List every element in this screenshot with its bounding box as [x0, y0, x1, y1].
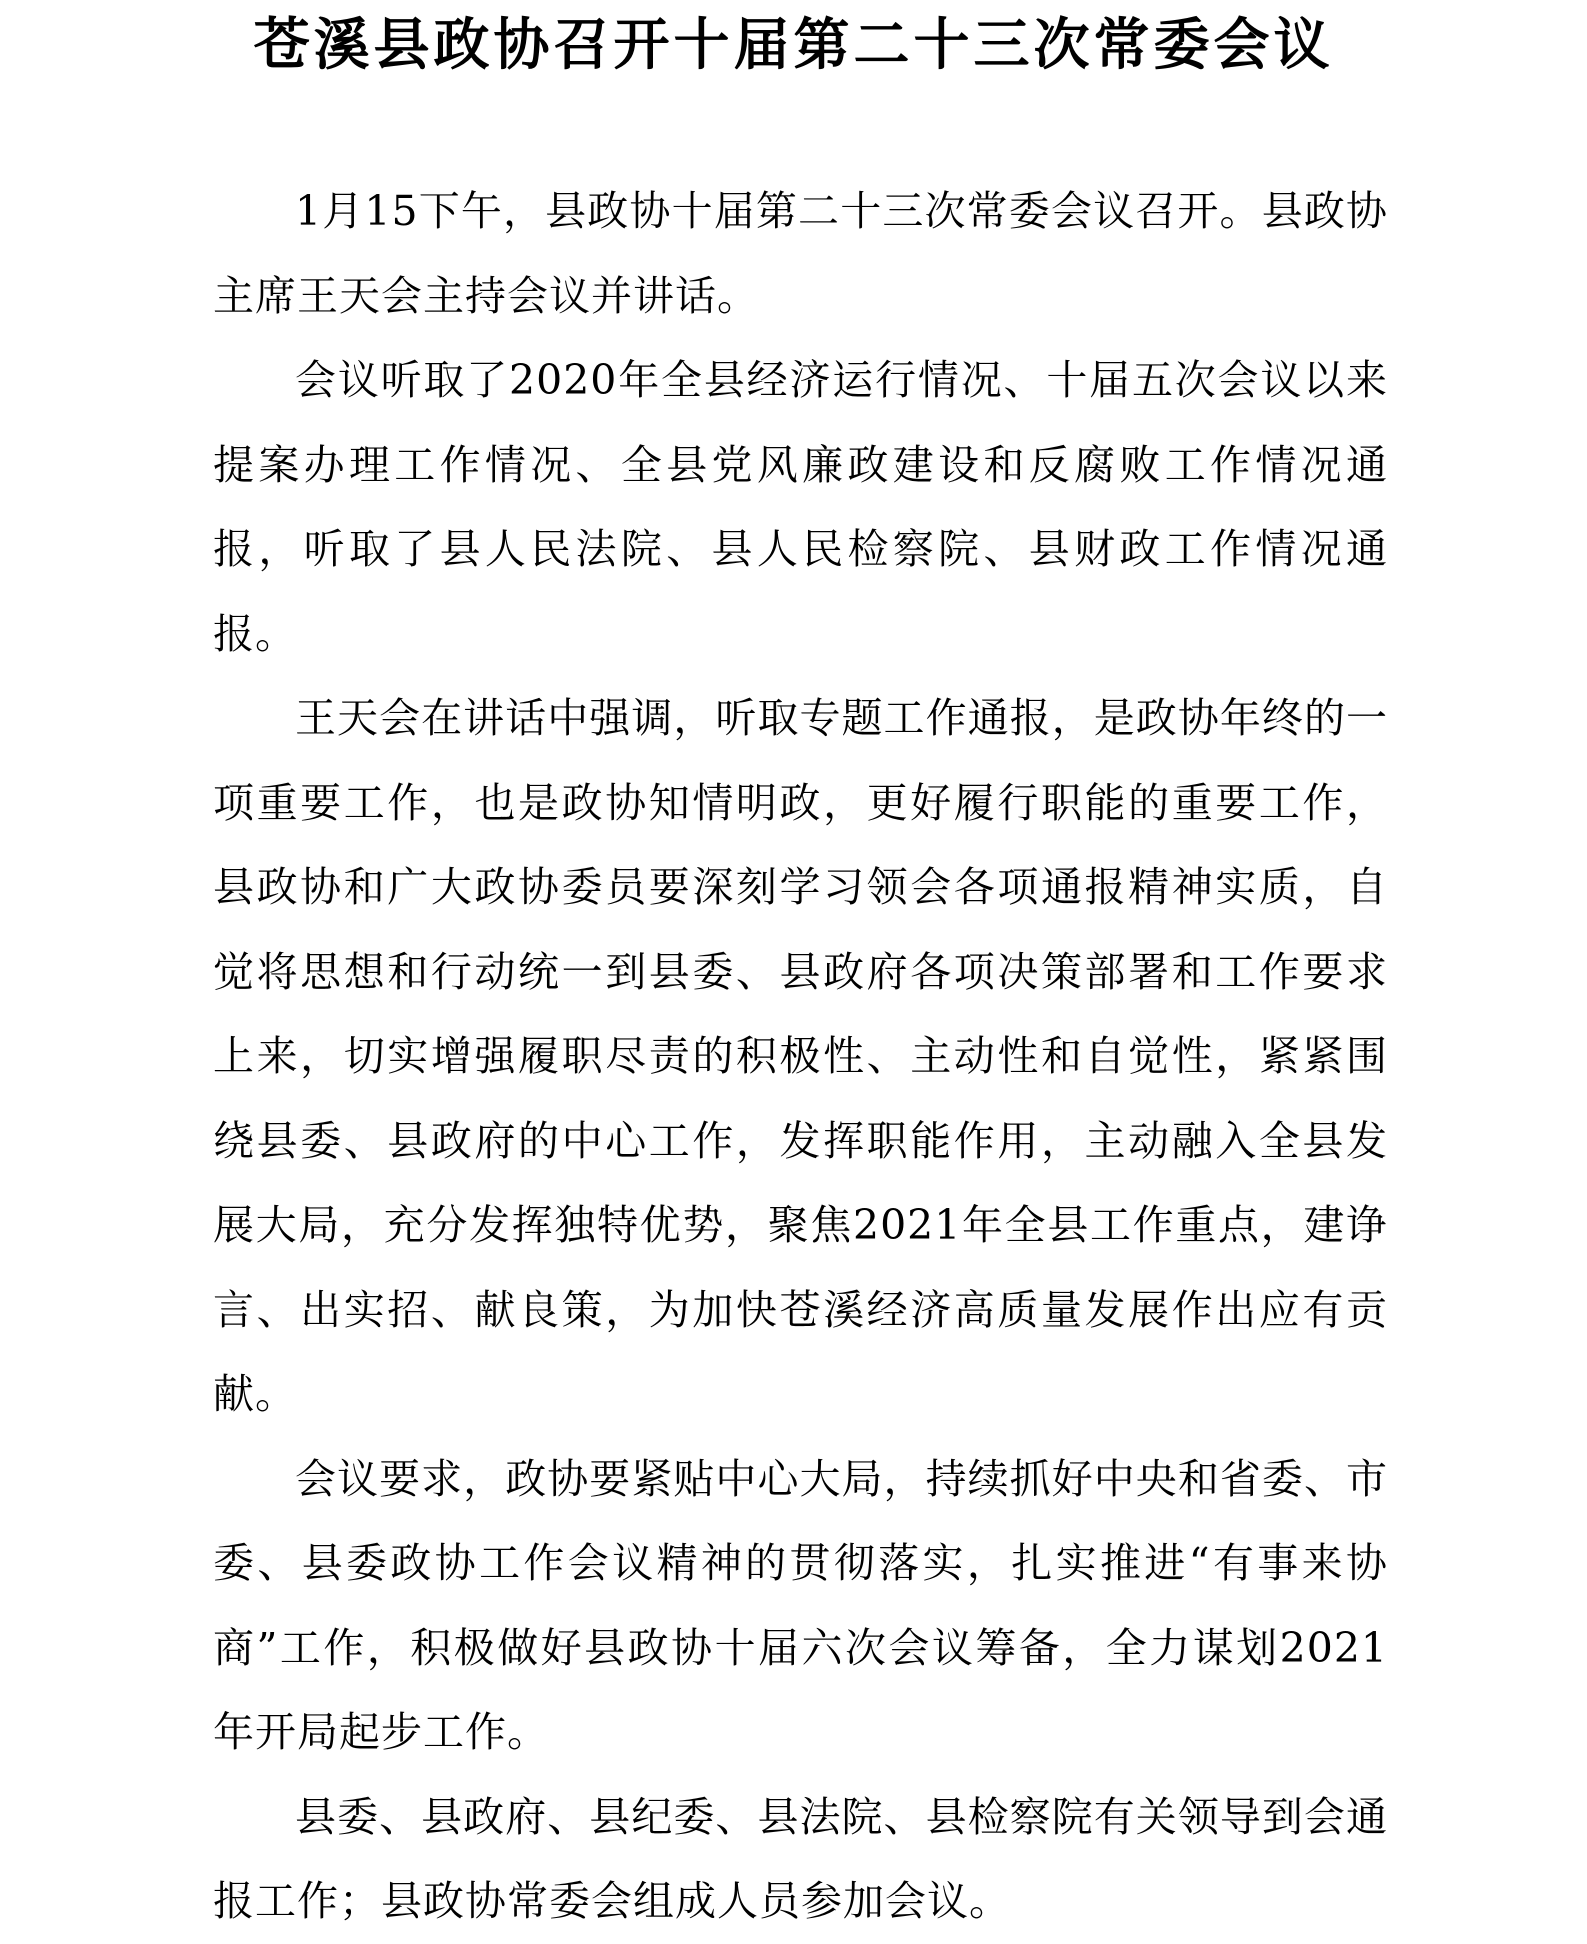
paragraph-5: 县委、县政府、县纪委、县法院、县检察院有关领导到会通报工作；县政协常委会组成人员参加会议。: [213, 1792, 1388, 1925]
page-title: 苍溪县政协召开十届第二十三次常委会议: [253, 13, 1334, 78]
article-body: [213, 169, 1388, 1944]
paragraph-2: 会议听取了2020年全县经济运行情况、十届五次会议以来提案办理工作情况、全县党风廉政建设和反腐败工作情况通报，听取了县人民法院、县人民检察院、县财政工作情况通报。: [213, 356, 1388, 658]
paragraph-4: 会议要求，政协要紧贴中心大局，持续抓好中央和省委、市委、县委政协工作会议精神的贯彻落实，扎实推进“有事来协商”工作，积极做好县政协十届六次会议筹备，全力谋划2021年开局起步工作。: [213, 1454, 1388, 1756]
paragraph-3: 王天会在讲话中强调，听取专题工作通报，是政协年终的一项重要工作，也是政协知情明政，更好履行职能的重要工作，县政协和广大政协委员要深刻学习领会各项通报精神实质，自觉将思想和行动统一到县委、县政府各项决策部署和工作要求上来，切实增强履职尽责的积极性、主动性和自觉性，紧紧围绕县委、县政府的中心工作，发挥职能作用，主动融入全县发展大局，充分发挥独特优势，聚焦2021年全县工作重点，建诤言、出实招、献良策，为加快苍溪经济高质量发展作出应有贡献。: [213, 694, 1388, 1418]
paragraph-1: 1月15下午，县政协十届第二十三次常委会议召开。县政协主席王天会主持会议并讲话。: [213, 187, 1388, 320]
